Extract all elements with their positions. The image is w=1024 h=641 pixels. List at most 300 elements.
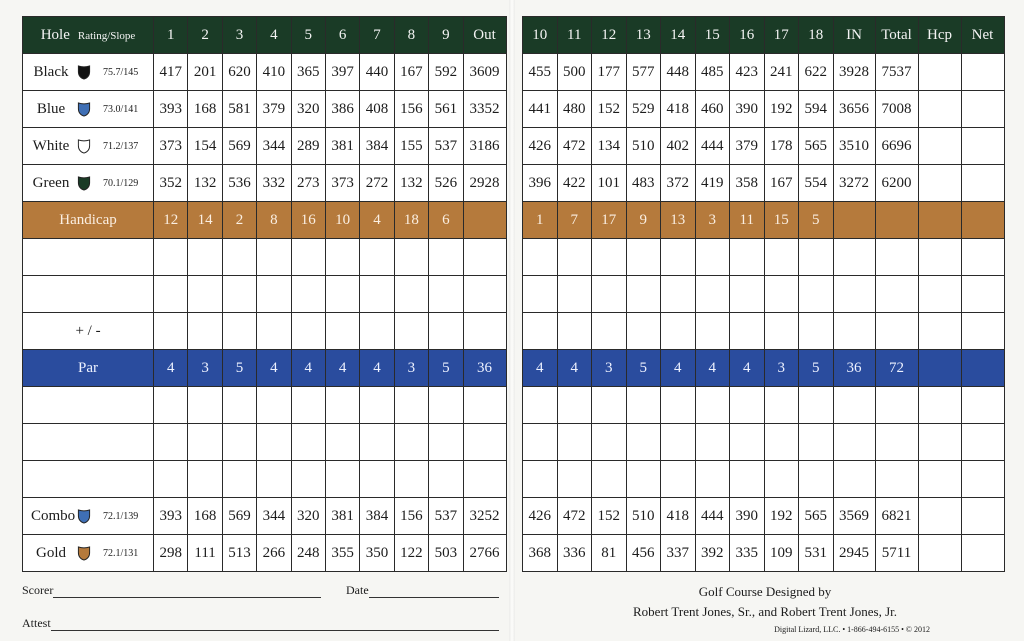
score-cell[interactable]	[291, 461, 325, 498]
yardage-cell: 177	[592, 54, 627, 91]
yardage-cell: 472	[557, 498, 592, 535]
hole-number: 3	[222, 17, 256, 54]
score-cell[interactable]	[429, 313, 463, 350]
par-in: 36	[833, 350, 875, 387]
yardage-cell: 368	[523, 535, 558, 572]
score-cell[interactable]	[257, 313, 291, 350]
score-cell[interactable]	[154, 424, 188, 461]
player-name-cell[interactable]	[23, 461, 154, 498]
handicap-cell: 6	[429, 202, 463, 239]
score-cell[interactable]	[918, 276, 961, 313]
tee-rating: 72.1/131	[103, 547, 139, 559]
score-cell[interactable]	[291, 313, 325, 350]
score-cell[interactable]	[730, 387, 765, 424]
score-cell[interactable]	[626, 239, 661, 276]
net-cell[interactable]	[961, 91, 1004, 128]
score-cell[interactable]	[918, 239, 961, 276]
tee-row-white	[23, 128, 507, 165]
score-cell[interactable]	[325, 424, 359, 461]
score-cell[interactable]	[325, 387, 359, 424]
score-cell[interactable]	[764, 313, 799, 350]
score-cell[interactable]	[463, 461, 506, 498]
score-cell[interactable]	[730, 313, 765, 350]
score-cell[interactable]	[257, 239, 291, 276]
score-cell[interactable]	[557, 461, 592, 498]
par-cell: 3	[394, 350, 428, 387]
score-cell[interactable]	[291, 276, 325, 313]
score-cell[interactable]	[291, 424, 325, 461]
score-cell[interactable]	[429, 276, 463, 313]
tee-name: Gold	[36, 544, 66, 561]
score-cell[interactable]	[730, 239, 765, 276]
par-row	[523, 350, 1005, 387]
score-cell[interactable]	[833, 239, 875, 276]
score-cell[interactable]	[154, 239, 188, 276]
score-cell[interactable]	[188, 313, 222, 350]
handicap-cell: 2	[222, 202, 256, 239]
score-cell[interactable]	[592, 461, 627, 498]
tee-label-cell	[23, 498, 154, 535]
score-cell[interactable]	[626, 461, 661, 498]
score-cell[interactable]	[661, 424, 696, 461]
hole-number: 9	[429, 17, 463, 54]
back-header-row	[523, 17, 1005, 54]
score-cell[interactable]	[463, 387, 506, 424]
score-cell[interactable]	[626, 424, 661, 461]
score-cell[interactable]	[875, 461, 918, 498]
score-cell[interactable]	[833, 387, 875, 424]
score-cell[interactable]	[695, 239, 730, 276]
handicap-row	[23, 202, 507, 239]
hcp-cell[interactable]	[918, 54, 961, 91]
score-cell[interactable]	[291, 387, 325, 424]
score-cell[interactable]	[918, 424, 961, 461]
player-name-cell[interactable]	[23, 387, 154, 424]
score-cell[interactable]	[557, 424, 592, 461]
yardage-cell: 537	[429, 498, 463, 535]
tee-label	[23, 165, 153, 201]
in-yardage: 3928	[833, 54, 875, 91]
score-cell[interactable]	[523, 239, 558, 276]
score-cell[interactable]	[188, 276, 222, 313]
par-hcp-cell	[918, 350, 961, 387]
yardage-cell: 569	[222, 498, 256, 535]
hole-number: 2	[188, 17, 222, 54]
yardage-cell: 417	[154, 54, 188, 91]
score-cell[interactable]	[833, 424, 875, 461]
score-cell[interactable]	[154, 461, 188, 498]
score-cell[interactable]	[257, 387, 291, 424]
par-cell: 4	[257, 350, 291, 387]
score-cell[interactable]	[918, 313, 961, 350]
scorer-label: Scorer	[22, 583, 54, 597]
score-cell[interactable]	[222, 313, 256, 350]
front-header-row	[23, 17, 507, 54]
tee-row-combo	[523, 498, 1005, 535]
score-cell[interactable]	[626, 276, 661, 313]
score-cell[interactable]	[799, 424, 834, 461]
score-cell[interactable]	[154, 276, 188, 313]
score-cell[interactable]	[875, 313, 918, 350]
tee-row-green	[23, 165, 507, 202]
score-cell[interactable]	[833, 313, 875, 350]
yardage-cell: 472	[557, 128, 592, 165]
score-cell[interactable]	[592, 239, 627, 276]
score-cell[interactable]	[730, 461, 765, 498]
yardage-cell: 622	[799, 54, 834, 91]
score-cell[interactable]	[764, 239, 799, 276]
score-cell[interactable]	[626, 387, 661, 424]
score-cell[interactable]	[222, 239, 256, 276]
score-cell[interactable]	[188, 461, 222, 498]
score-cell[interactable]	[764, 276, 799, 313]
date-field[interactable]	[369, 597, 499, 598]
yardage-cell: 393	[154, 91, 188, 128]
score-cell[interactable]	[394, 276, 428, 313]
score-lower-row	[523, 461, 1005, 498]
scorer-field[interactable]	[53, 597, 321, 598]
out-yardage: 3609	[463, 54, 506, 91]
score-cell[interactable]	[695, 387, 730, 424]
yardage-cell: 289	[291, 128, 325, 165]
hole-number: 8	[394, 17, 428, 54]
tee-name: Combo	[31, 507, 76, 524]
score-cell[interactable]	[429, 239, 463, 276]
yardage-cell: 408	[360, 91, 394, 128]
handicap-out-cell	[463, 202, 506, 239]
tee-label-cell	[23, 91, 154, 128]
handicap-cell: 12	[154, 202, 188, 239]
score-cell[interactable]	[799, 387, 834, 424]
score-cell[interactable]	[257, 424, 291, 461]
score-cell[interactable]	[463, 239, 506, 276]
green-tee-shield-icon	[77, 176, 91, 191]
score-cell[interactable]	[429, 424, 463, 461]
score-cell[interactable]	[695, 276, 730, 313]
score-cell[interactable]	[592, 313, 627, 350]
yardage-cell: 379	[257, 91, 291, 128]
net-cell[interactable]	[961, 535, 1004, 572]
score-cell[interactable]	[626, 313, 661, 350]
yardage-cell: 134	[592, 128, 627, 165]
handicap-cell: 3	[695, 202, 730, 239]
scorer-line[interactable]	[22, 583, 321, 598]
handicap-empty-cell	[833, 202, 875, 239]
yardage-cell: 448	[661, 54, 696, 91]
yardage-cell: 335	[730, 535, 765, 572]
out-yardage: 2928	[463, 165, 506, 202]
hole-number: 5	[291, 17, 325, 54]
handicap-cell: 13	[661, 202, 696, 239]
score-cell[interactable]	[875, 424, 918, 461]
hcp-cell[interactable]	[918, 91, 961, 128]
hole-number: 10	[523, 17, 558, 54]
par-cell: 4	[154, 350, 188, 387]
yardage-cell: 384	[360, 498, 394, 535]
hole-number: 17	[764, 17, 799, 54]
yardage-cell: 167	[764, 165, 799, 202]
score-cell[interactable]	[463, 276, 506, 313]
net-cell[interactable]	[961, 128, 1004, 165]
tee-label	[23, 128, 153, 164]
score-cell[interactable]	[222, 424, 256, 461]
score-cell[interactable]	[695, 424, 730, 461]
score-cell[interactable]	[394, 239, 428, 276]
hcp-cell[interactable]	[918, 165, 961, 202]
score-cell[interactable]	[661, 239, 696, 276]
yardage-cell: 344	[257, 128, 291, 165]
score-cell[interactable]	[661, 313, 696, 350]
score-cell[interactable]	[730, 424, 765, 461]
score-cell[interactable]	[961, 461, 1004, 498]
tee-rating: 70.1/129	[103, 177, 139, 189]
par-row	[23, 350, 507, 387]
yardage-cell: 168	[188, 498, 222, 535]
hcp-cell[interactable]	[918, 498, 961, 535]
player-name-cell[interactable]	[23, 239, 154, 276]
yardage-cell: 132	[188, 165, 222, 202]
yardage-cell: 390	[730, 498, 765, 535]
score-cell[interactable]	[557, 313, 592, 350]
score-cell[interactable]	[875, 387, 918, 424]
page-fold	[509, 0, 515, 641]
score-cell[interactable]	[764, 387, 799, 424]
total-yardage: 5711	[875, 535, 918, 572]
yardage-cell: 426	[523, 498, 558, 535]
net-cell[interactable]	[961, 165, 1004, 202]
score-cell[interactable]	[360, 239, 394, 276]
score-cell[interactable]	[394, 387, 428, 424]
date-label: Date	[346, 583, 369, 597]
net-cell[interactable]	[961, 498, 1004, 535]
attest-line[interactable]	[22, 616, 499, 631]
score-cell[interactable]	[961, 424, 1004, 461]
score-upper-row	[23, 239, 507, 276]
front-nine-scorecard	[22, 16, 507, 572]
score-cell[interactable]	[764, 461, 799, 498]
tee-label-cell	[23, 128, 154, 165]
par-label: Par	[23, 350, 154, 387]
score-cell[interactable]	[325, 313, 359, 350]
score-cell[interactable]	[523, 424, 558, 461]
hole-number: 14	[661, 17, 696, 54]
yardage-cell: 565	[799, 128, 834, 165]
score-cell[interactable]	[961, 313, 1004, 350]
score-cell[interactable]	[592, 424, 627, 461]
score-cell[interactable]	[961, 276, 1004, 313]
score-cell[interactable]	[918, 461, 961, 498]
score-upper-row	[523, 239, 1005, 276]
score-cell[interactable]	[429, 387, 463, 424]
score-cell[interactable]	[764, 424, 799, 461]
score-cell[interactable]	[661, 461, 696, 498]
score-lower-row	[23, 387, 507, 424]
yardage-cell: 455	[523, 54, 558, 91]
score-cell[interactable]	[799, 276, 834, 313]
score-cell[interactable]	[325, 276, 359, 313]
yardage-cell: 332	[257, 165, 291, 202]
handicap-cell: 18	[394, 202, 428, 239]
handicap-cell: 9	[626, 202, 661, 239]
tee-label-cell	[23, 535, 154, 572]
score-cell[interactable]	[154, 313, 188, 350]
score-cell[interactable]	[799, 239, 834, 276]
handicap-cell: 17	[592, 202, 627, 239]
score-cell[interactable]	[222, 387, 256, 424]
tee-row-blue	[523, 91, 1005, 128]
yardage-cell: 392	[695, 535, 730, 572]
out-label: Out	[463, 17, 506, 54]
score-cell[interactable]	[291, 239, 325, 276]
total-yardage: 6821	[875, 498, 918, 535]
score-cell[interactable]	[429, 461, 463, 498]
score-cell[interactable]	[222, 276, 256, 313]
score-cell[interactable]	[222, 461, 256, 498]
score-cell[interactable]	[557, 276, 592, 313]
score-cell[interactable]	[325, 461, 359, 498]
score-cell[interactable]	[592, 276, 627, 313]
handicap-cell: 1	[523, 202, 558, 239]
yardage-cell: 272	[360, 165, 394, 202]
score-cell[interactable]	[394, 424, 428, 461]
date-line[interactable]	[346, 583, 499, 598]
score-cell[interactable]	[695, 461, 730, 498]
score-cell[interactable]	[463, 313, 506, 350]
yardage-cell: 396	[523, 165, 558, 202]
score-cell[interactable]	[833, 461, 875, 498]
score-cell[interactable]	[918, 387, 961, 424]
hole-number: 12	[592, 17, 627, 54]
yardage-cell: 266	[257, 535, 291, 572]
hole-number: 15	[695, 17, 730, 54]
tee-name: White	[32, 137, 70, 154]
score-cell[interactable]	[557, 387, 592, 424]
yardage-cell: 111	[188, 535, 222, 572]
net-cell[interactable]	[961, 54, 1004, 91]
yardage-cell: 373	[154, 128, 188, 165]
hole-number: 11	[557, 17, 592, 54]
yardage-cell: 480	[557, 91, 592, 128]
tee-label	[23, 498, 153, 534]
hcp-cell[interactable]	[918, 535, 961, 572]
yardage-cell: 500	[557, 54, 592, 91]
score-cell[interactable]	[360, 387, 394, 424]
yardage-cell: 381	[325, 128, 359, 165]
score-cell[interactable]	[875, 239, 918, 276]
score-cell[interactable]	[257, 276, 291, 313]
score-cell[interactable]	[661, 387, 696, 424]
score-cell[interactable]	[523, 313, 558, 350]
yardage-cell: 344	[257, 498, 291, 535]
score-cell[interactable]	[695, 313, 730, 350]
yardage-cell: 386	[325, 91, 359, 128]
handicap-empty-cell	[875, 202, 918, 239]
score-cell[interactable]	[360, 424, 394, 461]
yardage-cell: 101	[592, 165, 627, 202]
in-yardage: 3272	[833, 165, 875, 202]
player-name-cell[interactable]	[23, 424, 154, 461]
hole-number: 16	[730, 17, 765, 54]
total-label: Total	[875, 17, 918, 54]
score-cell[interactable]	[557, 239, 592, 276]
score-cell[interactable]	[799, 313, 834, 350]
score-cell[interactable]	[523, 387, 558, 424]
par-total: 72	[875, 350, 918, 387]
par-cell: 4	[730, 350, 765, 387]
score-cell[interactable]	[360, 276, 394, 313]
score-cell[interactable]	[394, 313, 428, 350]
back-nine-scorecard	[522, 16, 1005, 572]
score-cell[interactable]	[154, 387, 188, 424]
yardage-cell: 397	[325, 54, 359, 91]
score-cell[interactable]	[875, 276, 918, 313]
hole-number: 13	[626, 17, 661, 54]
player-name-cell[interactable]	[23, 276, 154, 313]
score-cell[interactable]	[188, 239, 222, 276]
gold-tee-shield-icon	[77, 546, 91, 561]
score-cell[interactable]	[661, 276, 696, 313]
tee-row-gold	[23, 535, 507, 572]
total-yardage: 6200	[875, 165, 918, 202]
tee-row-black	[23, 54, 507, 91]
score-cell[interactable]	[592, 387, 627, 424]
out-yardage: 3252	[463, 498, 506, 535]
yardage-cell: 109	[764, 535, 799, 572]
handicap-cell: 15	[764, 202, 799, 239]
hole-label: Hole	[40, 26, 70, 43]
yardage-cell: 485	[695, 54, 730, 91]
score-cell[interactable]	[360, 313, 394, 350]
handicap-cell: 8	[257, 202, 291, 239]
score-cell[interactable]	[463, 424, 506, 461]
attest-field[interactable]	[51, 630, 499, 631]
yardage-cell: 531	[799, 535, 834, 572]
score-cell[interactable]	[730, 276, 765, 313]
yardage-cell: 122	[394, 535, 428, 572]
hcp-cell[interactable]	[918, 128, 961, 165]
yardage-cell: 373	[325, 165, 359, 202]
yardage-cell: 320	[291, 91, 325, 128]
yardage-cell: 526	[429, 165, 463, 202]
yardage-cell: 132	[394, 165, 428, 202]
score-cell[interactable]	[188, 387, 222, 424]
handicap-cell: 10	[325, 202, 359, 239]
score-cell[interactable]	[961, 239, 1004, 276]
hole-number: 18	[799, 17, 834, 54]
tee-label	[23, 54, 153, 90]
handicap-cell: 16	[291, 202, 325, 239]
par-cell: 5	[429, 350, 463, 387]
score-cell[interactable]	[523, 461, 558, 498]
score-cell[interactable]	[325, 239, 359, 276]
handicap-empty-cell	[961, 202, 1004, 239]
yardage-cell: 422	[557, 165, 592, 202]
yardage-cell: 419	[695, 165, 730, 202]
out-yardage: 3352	[463, 91, 506, 128]
yardage-cell: 273	[291, 165, 325, 202]
score-cell[interactable]	[360, 461, 394, 498]
score-cell[interactable]	[188, 424, 222, 461]
score-cell[interactable]	[523, 276, 558, 313]
yardage-cell: 372	[661, 165, 696, 202]
score-cell[interactable]	[833, 276, 875, 313]
score-cell[interactable]	[961, 387, 1004, 424]
score-cell[interactable]	[394, 461, 428, 498]
player-name-cell[interactable]: + / -	[23, 313, 154, 350]
score-cell[interactable]	[257, 461, 291, 498]
score-cell[interactable]	[799, 461, 834, 498]
yardage-cell: 201	[188, 54, 222, 91]
